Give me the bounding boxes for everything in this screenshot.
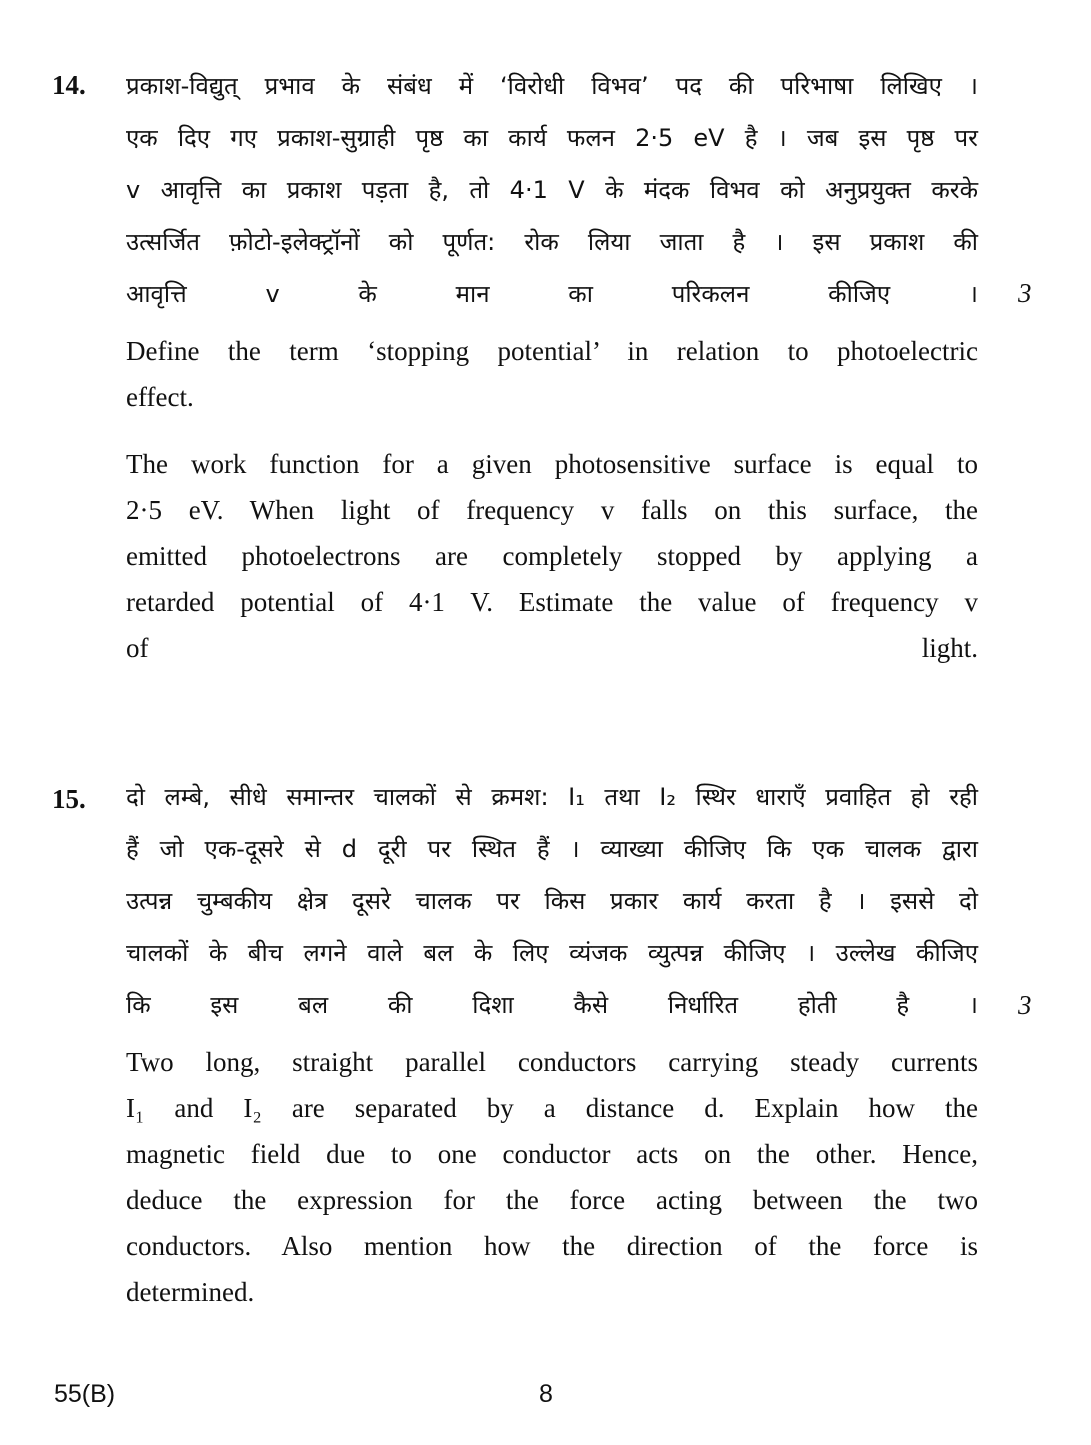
question-15-hindi-line: दो लम्बे, सीधे समान्तर चालकों से क्रमश: I₁ तथा I₂ स्थिर धाराएँ प्रवाहित हो रही (126, 783, 978, 811)
question-14-english-definition (126, 328, 978, 420)
question-14-hindi-line: आवृत्ति v के मान का परिकलन कीजिए । (126, 280, 978, 308)
question-14-number: 14. (52, 70, 86, 100)
question-14-english-problem (126, 441, 978, 671)
question-14-english-line: retarded potential of 4·1 V. Estimate the value of frequency v (126, 587, 978, 617)
question-15-english-line: Two long, straight parallel conductors carrying steady currents (126, 1047, 978, 1077)
question-15-english-line: deduce the expression for the force acting between the two (126, 1185, 978, 1215)
question-14-hindi-line: उत्सर्जित फ़ोटो-इलेक्ट्रॉनों को पूर्णत: रोक लिया जाता है । इस प्रकाश की (126, 228, 978, 256)
question-15-english-line: I₁ and I₂ are separated by a distance d. Explain how the (126, 1093, 978, 1123)
question-15-english-line: conductors. Also mention how the direction of the force is (126, 1231, 978, 1261)
question-14-hindi-line: v आवृत्ति का प्रकाश पड़ता है, तो 4·1 V के मंदक विभव को अनुप्रयुक्त करके (126, 176, 978, 204)
question-15-hindi-line: हैं जो एक-दूसरे से d दूरी पर स्थित हैं । व्याख्या कीजिए कि एक चालक द्वारा (126, 835, 978, 863)
question-15-english-line: determined. (126, 1277, 255, 1307)
question-15-hindi (126, 771, 978, 1031)
question-15-hindi-line: चालकों के बीच लगने वाले बल के लिए व्यंजक व्युत्पन्न कीजिए । उल्लेख कीजिए (126, 939, 978, 967)
question-14-marks: 3 (1018, 278, 1032, 308)
question-14-english-line: The work function for a given photosensitive surface is equal to (126, 449, 978, 479)
question-14-english-line: emitted photoelectrons are completely stopped by applying a (126, 541, 978, 571)
page-number: 8 (539, 1380, 553, 1408)
question-14-english-line: of light. (126, 633, 978, 663)
question-15-marks: 3 (1018, 990, 1032, 1020)
question-14-english-line: 2·5 eV. When light of frequency v falls on this surface, the (126, 495, 978, 525)
paper-code: 55(B) (54, 1380, 116, 1408)
question-14-hindi (126, 60, 978, 320)
question-15-english (126, 1039, 978, 1315)
question-14-hindi-line: एक दिए गए प्रकाश-सुग्राही पृष्ठ का कार्य फलन 2·5 eV है । जब इस पृष्ठ पर (126, 124, 978, 152)
question-14-english-line: effect. (126, 382, 194, 412)
question-15-hindi-line: कि इस बल की दिशा कैसे निर्धारित होती है । (126, 991, 978, 1019)
question-14-hindi-line: प्रकाश-विद्युत् प्रभाव के संबंध में ‘विरोधी विभव’ पद की परिभाषा लिखिए । (126, 72, 978, 100)
question-15-english-line: magnetic field due to one conductor acts on the other. Hence, (126, 1139, 978, 1169)
question-15-number: 15. (52, 784, 86, 814)
question-14-english-line: Define the term ‘stopping potential’ in relation to photoelectric (126, 336, 978, 366)
question-15-hindi-line: उत्पन्न चुम्बकीय क्षेत्र दूसरे चालक पर किस प्रकार कार्य करता है । इससे दो (126, 887, 978, 915)
